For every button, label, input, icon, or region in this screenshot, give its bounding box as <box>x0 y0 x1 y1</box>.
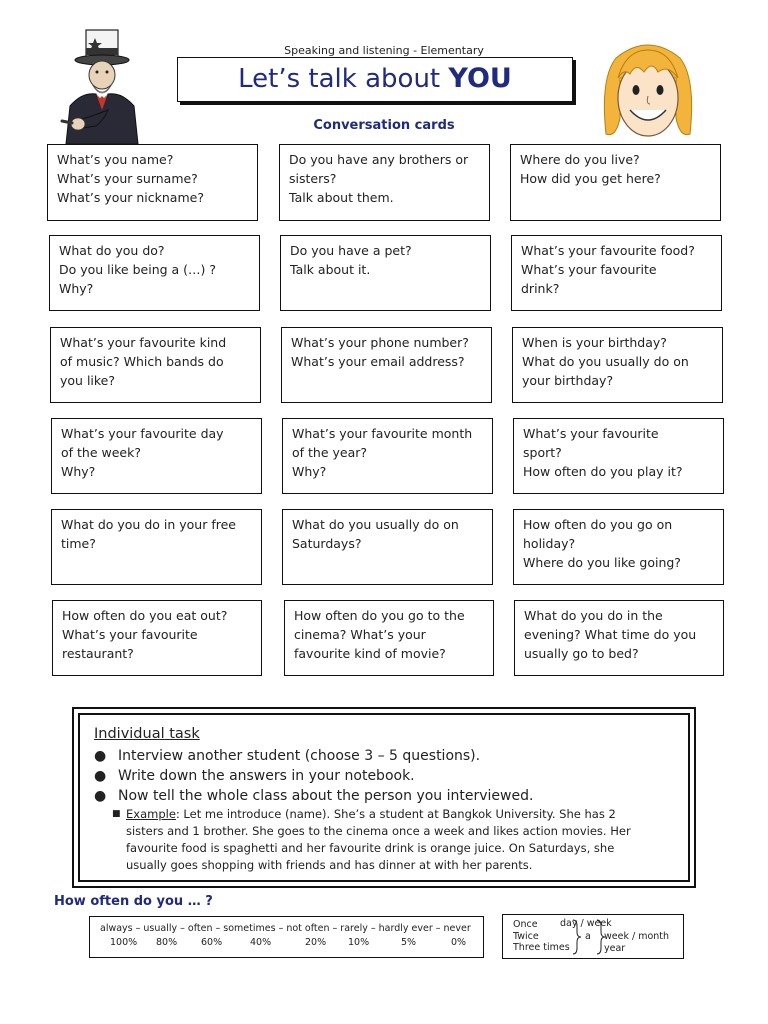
card-line: Do you have any brothers or <box>289 152 469 167</box>
percent-label: 100% <box>110 937 138 948</box>
individual-task-inner <box>78 713 690 882</box>
card-line: When is your birthday? <box>522 335 667 350</box>
conversation-card <box>279 144 490 221</box>
page-title <box>178 63 572 94</box>
card-line: usually go to bed? <box>524 646 639 661</box>
card-line: Where do you like going? <box>523 555 681 570</box>
conversation-cards-heading: Conversation cards <box>313 118 455 133</box>
task-heading: Individual task <box>94 726 200 742</box>
conversation-card <box>52 600 262 676</box>
task-item-text: Interview another student (choose 3 – 5 questions). <box>118 748 481 764</box>
card-line: favourite kind of movie? <box>294 646 446 661</box>
bullet-icon: ● <box>94 788 107 804</box>
percent-label: 0% <box>451 937 467 948</box>
example-label: Example <box>126 807 176 821</box>
task-item-text: Write down the answers in your notebook. <box>118 768 415 784</box>
card-line: What’s your favourite <box>523 426 659 441</box>
card-line: What do you do in the <box>524 608 663 623</box>
conversation-card <box>282 418 493 494</box>
card-line: Saturdays? <box>292 536 362 551</box>
conversation-card <box>513 418 724 494</box>
card-line: Do you like being a (…) ? <box>59 262 217 277</box>
card-line: Talk about it. <box>290 262 371 277</box>
conversation-card <box>47 144 258 221</box>
times-three: Three times <box>513 942 570 953</box>
card-line: What do you do in your free <box>61 517 236 532</box>
times-day-week: day / week <box>560 918 612 929</box>
conversation-card <box>50 327 261 403</box>
card-line: What’s your favourite <box>62 627 198 642</box>
conversation-card <box>513 509 724 585</box>
card-line: What’s your favourite kind <box>60 335 227 350</box>
card-line: drink? <box>521 281 560 296</box>
card-line: How often do you go on <box>523 517 673 532</box>
bullet-icon: ● <box>94 768 107 784</box>
example-text: : Let me introduce (name). She’s a student at Bangkok University. She has 2 <box>175 807 616 821</box>
conversation-card <box>49 235 260 311</box>
conversation-card <box>511 235 722 311</box>
card-line: Talk about them. <box>289 190 394 205</box>
bullet-icon: ● <box>94 748 107 764</box>
card-line: What’s your surname? <box>57 171 198 186</box>
task-item <box>94 768 415 784</box>
title-strong: YOU <box>448 63 512 94</box>
conversation-card <box>282 509 493 585</box>
card-line: Why? <box>59 281 94 296</box>
times-year: year <box>604 943 626 954</box>
card-line: What’s your favourite <box>521 262 657 277</box>
card-line: restaurant? <box>62 646 134 661</box>
page-subtitle: Speaking and listening - Elementary <box>284 44 484 57</box>
card-line: What’s your favourite food? <box>521 243 695 258</box>
example-line: favourite food is spaghetti and her favourite drink is orange juice. On Saturdays, she <box>126 841 615 855</box>
conversation-card <box>280 235 491 311</box>
example-line <box>126 806 686 823</box>
times-once: Once <box>513 919 538 930</box>
title-plain: Let’s talk about <box>238 64 449 94</box>
percent-label: 20% <box>305 937 327 948</box>
card-line: What do you do? <box>59 243 165 258</box>
card-line: Where do you live? <box>520 152 640 167</box>
card-line: What do you usually do on <box>292 517 459 532</box>
example-line: usually goes shopping with friends and has dinner at with her parents. <box>126 858 533 872</box>
example-paragraph <box>112 806 686 874</box>
card-line: What’s your favourite day <box>61 426 224 441</box>
card-line: evening? What time do you <box>524 627 697 642</box>
times-week-month: week / month <box>604 931 670 942</box>
card-line: What’s your phone number? <box>291 335 469 350</box>
example-line: sisters and 1 brother. She goes to the cinema once a week and likes action movies. Her <box>126 824 631 838</box>
card-line: Why? <box>61 464 96 479</box>
frequency-words: always – usually – often – sometimes – not often – rarely – hardly ever – never <box>100 923 471 934</box>
card-line: of music? Which bands do <box>60 354 224 369</box>
percent-label: 10% <box>348 937 370 948</box>
task-item-text: Now tell the whole class about the person you interviewed. <box>118 788 534 804</box>
conversation-card <box>51 509 262 585</box>
task-item <box>94 748 480 764</box>
card-line: of the year? <box>292 445 368 460</box>
card-line: What’s your email address? <box>291 354 465 369</box>
frequency-heading: How often do you … ? <box>54 894 213 909</box>
card-line: Why? <box>292 464 327 479</box>
times-twice: Twice <box>513 931 539 942</box>
title-box <box>177 57 573 102</box>
card-line: holiday? <box>523 536 576 551</box>
card-line: of the week? <box>61 445 141 460</box>
card-line: How often do you eat out? <box>62 608 228 623</box>
card-line: How often do you go to the <box>294 608 465 623</box>
percent-label: 5% <box>401 937 417 948</box>
card-line: What’s your favourite month <box>292 426 473 441</box>
card-line: cinema? What’s your <box>294 627 426 642</box>
percent-label: 80% <box>156 937 178 948</box>
card-line: you like? <box>60 373 116 388</box>
card-line: sport? <box>523 445 562 460</box>
frequency-adverbs-box <box>89 916 484 958</box>
conversation-card <box>510 144 721 221</box>
times-a: a <box>585 931 591 942</box>
card-line: What do you usually do on <box>522 354 689 369</box>
conversation-card <box>514 600 724 676</box>
conversation-card <box>51 418 262 494</box>
conversation-card <box>512 327 723 403</box>
square-bullet-icon: ■ <box>112 809 121 819</box>
card-line: How did you get here? <box>520 171 661 186</box>
percent-label: 60% <box>201 937 223 948</box>
percent-label: 40% <box>250 937 272 948</box>
conversation-card <box>284 600 494 676</box>
task-item <box>94 788 533 804</box>
card-line: What’s your nickname? <box>57 190 204 205</box>
card-line: time? <box>61 536 96 551</box>
card-line: What’s you name? <box>57 152 174 167</box>
individual-task-box <box>72 707 696 888</box>
conversation-card <box>281 327 492 403</box>
card-line: Do you have a pet? <box>290 243 412 258</box>
times-box <box>502 914 684 959</box>
card-line: sisters? <box>289 171 337 186</box>
card-line: your birthday? <box>522 373 614 388</box>
card-line: How often do you play it? <box>523 464 683 479</box>
